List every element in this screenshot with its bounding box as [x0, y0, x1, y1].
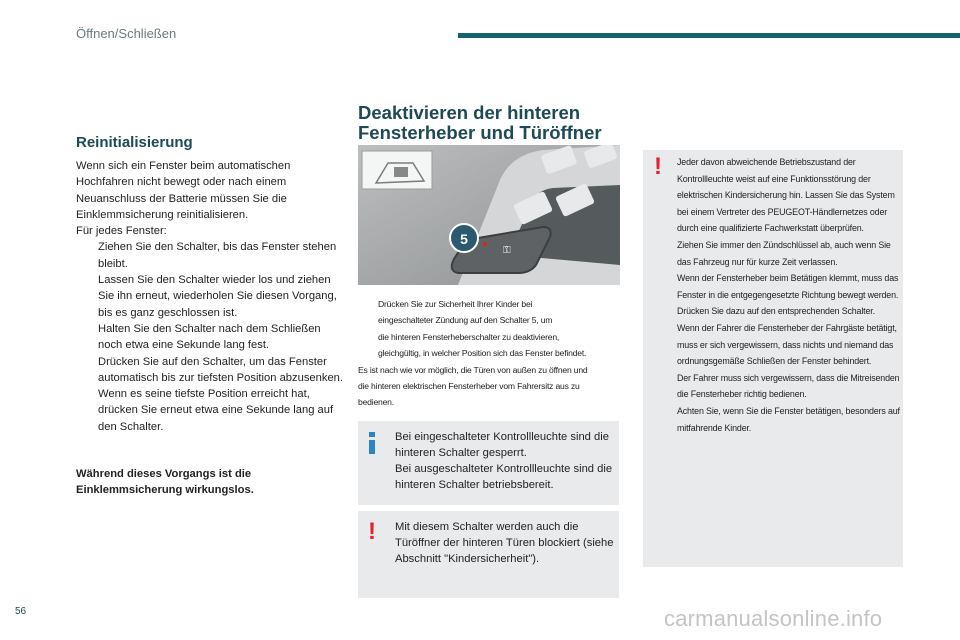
continuation-line: Es ist nach wie vor möglich, die Türen von außen zu öffnen und: [358, 364, 588, 375]
section-heading-reinitialisierung: Reinitialisierung: [76, 134, 193, 151]
warning-paragraph: Der Fahrer muss sich vergewissern, dass die Mitreisenden die Fensterheber richtig bedienen.: [677, 372, 900, 400]
instruction-line: Drücken Sie zur Sicherheit Ihrer Kinder bei: [378, 299, 533, 309]
warning-paragraph: Ziehen Sie immer den Zündschlüssel ab, auch wenn Sie das Fahrzeug nur für kurze Zeit verlassen.: [677, 239, 891, 267]
callout-number: 5: [460, 231, 468, 247]
door-switch-photo: [358, 145, 620, 285]
warning-paragraph: Achten Sie, wenn Sie die Fenster betätigen, besonders auf mitfahrende Kinder.: [677, 405, 900, 433]
svg-text:⚿: ⚿: [503, 245, 511, 256]
instruction-line: eingeschalteter Zündung auf den Schalter 5, um: [378, 315, 553, 326]
continuation-line: bedienen.: [358, 397, 394, 408]
reinit-intro: Wenn sich ein Fenster beim automatischen Hochfahren nicht bewegt oder nach einem Neuanschluss der Batterie müssen Sie die Einklemmsicherung reinitialisieren.: [76, 160, 291, 221]
deaktivieren-instructions: [358, 296, 624, 411]
list-item: Ziehen Sie den Schalter, bis das Fenster stehen bleibt.: [98, 241, 337, 270]
list-item: Halten Sie den Schalter nach dem Schließen noch etwa eine Sekunde lang fest.: [98, 322, 321, 352]
info-icon: [369, 432, 375, 454]
reinit-body: [76, 158, 346, 435]
warning-paragraph: Wenn der Fahrer die Fensterheber der Fahrgäste betätigt, muss er sich vergewissern, dass nichts und niemand das ordnungsgemäße Schließen der Fenster behindert.: [677, 322, 897, 367]
header-accent-bar: [458, 33, 960, 38]
page-number: 56: [15, 606, 27, 617]
right-warning-box: [643, 150, 903, 567]
header-title: Öffnen/Schließen: [76, 26, 177, 41]
warning-paragraph: Jeder davon abweichende Betriebszustand der Kontrollleuchte weist auf eine Funktionsstörung der elektrischen Kindersicherung hin. Lassen Sie das System bei einem Vertreter des PEUGEOT-Händlernetzes oder durch eine qualifizierte Fachwerkstatt überprüfen.: [677, 157, 895, 234]
reinit-bold-note: Während dieses Vorgangs ist die Einklemmsicherung wirkungslos.: [76, 468, 254, 497]
reinit-for-each: Für jedes Fenster:: [76, 225, 167, 238]
warning-box: [358, 511, 619, 598]
section-heading-deaktivieren: [358, 103, 602, 143]
instruction-line: die hinteren Fensterheberschalter zu deaktivieren,: [378, 331, 560, 342]
warning-icon: !: [654, 153, 662, 180]
instruction-line: gleichgültig, in welcher Position sich das Fenster befindet.: [378, 348, 587, 359]
warning-paragraph: Wenn der Fensterheber beim Betätigen klemmt, muss das Fenster in die entgegengesetzte Richtung bewegt werden. Drücken Sie dazu auf den entsprechenden Schalter.: [677, 273, 899, 317]
warning-box-text: Mit diesem Schalter werden auch die Türöffner der hinteren Türen blockiert (siehe Abschnitt "Kindersicherheit").: [395, 521, 614, 565]
list-item: Drücken Sie auf den Schalter, um das Fenster automatisch bis zur tiefsten Position abzusenken.: [98, 355, 344, 384]
info-box-text: Bei eingeschalteter Kontrollleuchte sind die hinteren Schalter gesperrt. Bei ausgeschalteter Kontrollleuchte sind die hinteren Schalter betriebsbereit.: [395, 431, 613, 491]
watermark: carmanualsonline.info: [664, 606, 883, 631]
info-box: [358, 421, 619, 505]
list-item: Lassen Sie den Schalter wieder los und ziehen Sie ihn erneut, wiederholen Sie diesen Vorgang, bis es ganz geschlossen ist.: [98, 274, 337, 319]
heading-line-2: Fensterheber und Türöffner: [358, 122, 602, 143]
list-item: Wenn es seine tiefste Position erreicht hat, drücken Sie erneut etwa eine Sekunde lang auf den Schalter.: [98, 388, 334, 433]
warning-icon: !: [368, 518, 376, 545]
continuation-line: die hinteren elektrischen Fensterheber vom Fahrersitz aus zu: [358, 381, 580, 392]
reinit-steps: [76, 239, 346, 435]
door-switch-illustration: [358, 145, 620, 285]
right-warning-text: [677, 154, 901, 436]
heading-line-1: Deaktivieren der hinteren: [358, 102, 581, 123]
